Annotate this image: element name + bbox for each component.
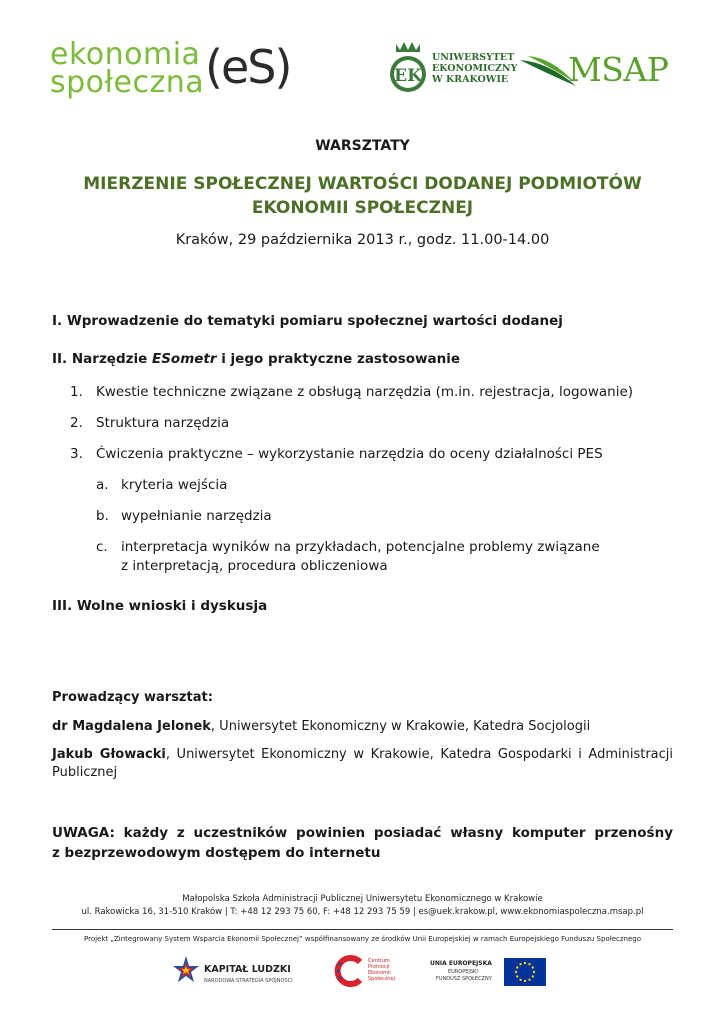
eu-sub2: FUNDUSZ SPOŁECZNY [436,976,492,982]
notice-line-2: z bezprzewodowym dostępem do internetu [52,845,381,861]
es-logo-line1: ekonomia [50,37,201,72]
es-logo-line2: społeczna [50,65,205,100]
leader-1: dr Magdalena Jelonek, Uniwersytet Ekonomiczny w Krakowie, Katedra Socjologii [52,719,591,734]
eu-star [532,966,534,968]
uek-logo-text: UNIWERSYTET EKONOMICZNY W KRAKOWIE [432,52,518,85]
notice-line-1: UWAGA: każdy z uczestników powinien posiadać własny komputer przenośny [52,825,673,841]
kl-title: KAPITAŁ LUDZKI [204,964,291,975]
agenda-subitem-continuation: z interpretacją, procedura obliczeniowa [121,558,388,574]
msap-logo [518,48,678,92]
footer-divider [52,929,673,930]
ekonomia-spoleczna-logo [50,37,291,100]
footer-contact: ul. Rakowicka 16, 31-510 Kraków | T: +48 12 293 75 60, F: +48 12 293 75 59 | es@uek.krakow.pl, www.ekonomiaspoleczna.msap.pl [81,907,644,917]
eu-star [532,975,534,977]
event-title [0,172,725,220]
eu-logo [430,958,550,992]
eu-title: UNIA EUROPEJSKA [430,960,492,967]
eu-star [515,971,517,973]
kapital-ludzki-logo [172,954,312,990]
eu-star [528,979,530,981]
eu-star [519,979,521,981]
centrum-promocji-logo [334,954,404,990]
eu-star [533,971,535,973]
agenda-section-2: II. Narzędzie ESometr i jego praktyczne zastosowanie [52,351,460,367]
event-title-line2: EKONOMII SPOŁECZNEJ [251,198,474,218]
svg-text:EK: EK [394,66,422,86]
footer-project: Projekt „Zintegrowany System Wsparcia Ekonomii Społecznej” współfinansowany ze środków Unii Europejskiej w ramach Europejskiego Funduszu Społecznego [84,935,641,943]
kl-subtitle: NARODOWA STRATEGIA SPÓJNOŚCI [204,978,293,984]
centrum-text: Centrum Promocji Ekonomii Społecznej [368,958,395,982]
es-logo-mark: (eS) [205,40,291,94]
kapital-ludzki-star-icon [172,954,200,988]
leaders-heading: Prowadzący warsztat: [52,690,213,705]
agenda-section-3: III. Wolne wnioski i dyskusja [52,598,268,614]
uek-crest-icon [388,38,428,98]
footer-org: Małopolska Szkoła Administracji Publicznej Uniwersytetu Ekonomicznego w Krakowie [182,894,543,904]
eu-star [519,963,521,965]
event-kind: WARSZTATY [315,138,410,154]
eu-star [524,980,526,982]
event-title-line1: MIERZENIE SPOŁECZNEJ WARTOŚCI DODANEJ PODMIOTÓW [83,174,642,194]
uek-logo [388,38,518,98]
eu-star [528,963,530,965]
eu-star [524,962,526,964]
event-date: Kraków, 29 października 2013 r., godz. 11.00-14.00 [175,232,550,248]
leader-2-continuation: Publicznej [52,765,118,780]
eu-star [516,975,518,977]
msap-logo-text: MSAP [568,50,669,89]
centrum-ring-icon [334,954,368,988]
leader-2: Jakub Głowacki, Uniwersytet Ekonomiczny w Krakowie, Katedra Gospodarki i Administracji [52,747,674,762]
eu-star [516,966,518,968]
eu-sub1: EUROPEJSKI [448,969,478,975]
agenda-section-1: I. Wprowadzenie do tematyki pomiaru społecznej wartości dodanej [52,313,563,329]
eu-flag-icon [504,958,546,986]
